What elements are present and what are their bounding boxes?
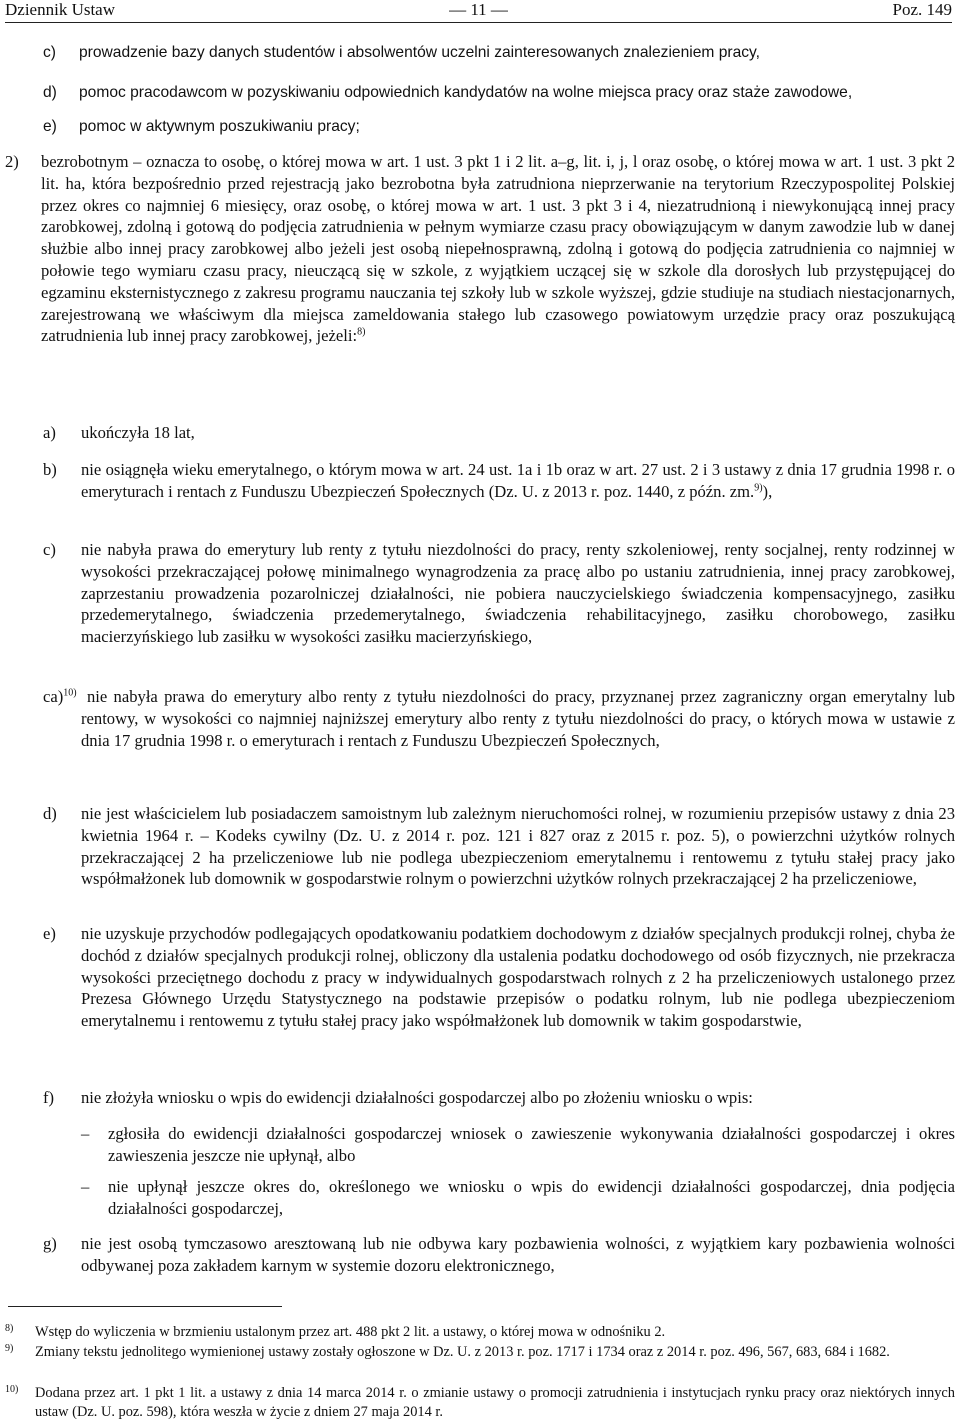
list-item-e-top [43,117,953,137]
sub-item-f [43,1087,955,1109]
dash-item-1 [81,1123,955,1167]
footnote-ref: 10) [63,687,77,699]
item-label: d) [43,84,57,101]
footnote-number: 9) [5,1343,14,1354]
item-label: e) [43,118,57,135]
footnote-ref: 9) [754,482,763,494]
sub-item-c [43,539,955,648]
item-label: c) [43,44,56,61]
item-text: nie jest właścicielem lub posiadaczem samoistnym lub zależnym nieruchomości rolnej, w rozumieniu przepisów ustawy z dnia 23 kwietnia 1964 r. – Kodeks cywilny (Dz. U. z 2014 r. poz. 121 i 827 oraz z 2015 r. poz. 5), o powierzchni użytków rolnych przekraczającej 2 ha przeliczeniowe lub nie podlega ubezpieczeniom emerytalnemu i rentowemu z tytułu stałej pracy jako współmałżonek lub domownik w gospodarstwie rolnym o powierzchni użytków rolnych przekraczającej 2 ha przeliczeniowe, [81,804,955,889]
item-text: nie nabyła prawa do emerytury lub renty z tytułu niezdolności do pracy, renty szkoleniowej, renty socjalnej, renty rodzinnej w wysokości przekraczającej połowę minimalnego wynagrodzenia za pracę albo po ustaniu zatrudnienia, innej pracy zarobkowej, zaprzestaniu prowadzenia pozarolniczej działalności, nie pobiera nauczycielskiego świadczenia kompensacyjnego, zasiłku przedemerytalnego, świadczenia przedemerytalnego, świadczenia rehabilitacyjnego, zasiłku chorobowego, zasiłku macierzyńskiego lub zasiłku w wysokości zasiłku macierzyńskiego, [81,540,955,647]
item-text: pomoc w aktywnym poszukiwaniu pracy; [79,118,360,135]
sub-item-e [43,923,955,1032]
item-text: nie upłynął jeszcze okres do, określonego we wniosku o wpis do ewidencji działalności gospodarczej, dnia podjęcia działalności gospodarczej, [108,1177,955,1218]
item-text: nie nabyła prawa do emerytury albo renty z tytułu niezdolności do pracy, przyznanej przez zagraniczny organ emerytalny lub rentowy, w wysokości co najmniej najniższej emerytury albo renty z tytułu niezdolności do pracy, o których mowa w ustawie z dnia 17 grudnia 1998 r. o emeryturach i rentach z Funduszu Ubezpieczeń Społecznych, [81,687,955,750]
footnote-separator [8,1306,282,1307]
item-label: 2) [5,152,19,171]
footnote-number: 8) [5,1323,14,1334]
page-number: — 11 — [449,0,508,19]
item-text: prowadzenie bazy danych studentów i absolwentów uczelni zainteresowanych znalezieniem pracy, [79,44,761,61]
sub-item-b [43,459,955,503]
sub-item-b-tail: ), [762,481,773,501]
item-text: nie uzyskuje przychodów podlegających opodatkowaniu podatkiem dochodowym z działów specjalnych produkcji rolnej, chyba że dochód z działów specjalnych produkcji rolnej, obliczony dla ustalenia podatku dochodowego od osób fizycznych, nie przekracza wysokości przeciętnego dochodu z pracy w indywidualnych gospodarstwach rolnych z 2 ha przeliczeniowych ustalonego przez Prezesa Głównego Urzędu Statystycznego na podstawie przepisów o podatku rolnym, lub nie podlega ubezpieczeniom emerytalnemu i rentowemu z tytułu stałej pracy jako współmałżonek lub domownik w takim gospodarstwie, [81,924,955,1031]
item-label: a) [43,423,56,442]
list-item-c-top [43,43,953,63]
sub-item-b-text: nie osiągnęła wieku emerytalnego, o którym mowa w art. 24 ust. 1a i 1b oraz w art. 27 ust. 2 i 3 ustawy z dnia 17 grudnia 1998 r. o emeryturach i rentach z Funduszu Ubezpieczeń Społecznych (Dz. U. z 2013 r. poz. 1440, z późn. zm. [81,460,955,501]
footnote-text: Dodana przez art. 1 pkt 1 lit. a ustawy z dnia 14 marca 2014 r. o zmianie ustawy o promocji zatrudnienia i instytucjach rynku pracy oraz niektórych innych ustaw (Dz. U. poz. 598), która weszła w życie z dniem 27 maja 2014 r. [35,1385,955,1420]
footnote-text: Wstęp do wyliczenia w brzmieniu ustalonym przez art. 488 pkt 2 lit. a ustawy, o której mowa w odnośniku 2. [35,1324,666,1340]
item-label: g) [43,1234,57,1253]
dash-item-2 [81,1176,955,1220]
page-header [5,0,952,23]
item-text: ukończyła 18 lat, [81,423,195,442]
footnote-text: Zmiany tekstu jednolitego wymienionej ustawy zostały ogłoszone w Dz. U. z 2013 r. poz. 1717 i 1734 oraz z 2014 r. poz. 496, 567, 683, 684 i 1682. [35,1344,890,1360]
footnote-ref: 8) [357,326,366,338]
item-text: nie złożyła wniosku o wpis do ewidencji działalności gospodarczej albo po złożeniu wniosku o wpis: [81,1088,753,1107]
dash-marker: – [81,1177,90,1196]
point-2-text: bezrobotnym – oznacza to osobę, o której mowa w art. 1 ust. 3 pkt 1 i 2 lit. a–g, lit. i, j, l oraz osobę, o której mowa w art. 1 ust. 3 pkt 2 lit. ha, która bezpośrednio przed rejestracją jako bezrobotna była zatrudniona nieprzerwanie na terytorium Rzeczypospolitej Polskiej przez okres co najmniej 6 miesięcy, oraz osobę, o której mowa w art. 1 ust. 3 pkt 3 i 4, niezatrudnioną i niewykonującą innej pracy zarobkowej, zdolną i gotową do podjęcia zatrudnienia w pełnym wymiarze czasu pracy obowiązującym w danym zawodzie lub w danej służbie albo innej pracy zarobkowej albo jeżeli jest osobą niepełnosprawną, zdolną i gotową do podjęcia zatrudnienia co najmniej w połowie tego wymiaru czasu pracy, nieuczącą się w szkole, z wyjątkiem uczącej się w szkole dla dorosłych lub przystępującej do egzaminu eksternistycznego z zakresu programu nauczania tej szkoły lub w szkole wyższej, gdzie studiuje na studiach niestacjonarnych, zarejestrowaną we właściwym dla miejsca zameldowania stałego lub czasowego powiatowym urzędzie pracy oraz poszukującą zatrudnienia lub innej pracy zarobkowej, jeżeli: [41,152,955,346]
item-text: nie jest osobą tymczasowo aresztowaną lub nie odbywa kary pozbawienia wolności, z wyjątkiem kary pozbawienia wolności odbywanej poza zakładem karnym w systemie dozoru elektronicznego, [81,1234,955,1275]
item-text: pomoc pracodawcom w pozyskiwaniu odpowiednich kandydatów na wolne miejsca pracy oraz staże zawodowe, [79,84,853,101]
dash-marker: – [81,1124,90,1143]
item-label: e) [43,924,56,943]
item-label: b) [43,460,57,479]
list-item-d-top [43,83,953,103]
footnote-number: 10) [5,1384,19,1395]
point-2 [5,151,955,347]
sub-item-ca [43,686,955,751]
sub-item-d [43,803,955,890]
journal-title: Dziennik Ustaw [5,0,116,19]
item-label: d) [43,804,57,823]
item-label: c) [43,540,56,559]
sub-item-a [43,422,955,444]
item-text [81,459,955,503]
sub-item-g [43,1233,955,1277]
position-number: Poz. 149 [892,0,952,19]
sub-item-ca-label: ca) [43,687,64,706]
item-text: zgłosiła do ewidencji działalności gospodarczej wniosek o zawieszenie wykonywania działalności gospodarczej i okres zawieszenia jeszcze nie upłynął, albo [108,1124,955,1165]
item-label [43,686,77,708]
item-text [41,151,955,347]
item-label: f) [43,1088,55,1107]
